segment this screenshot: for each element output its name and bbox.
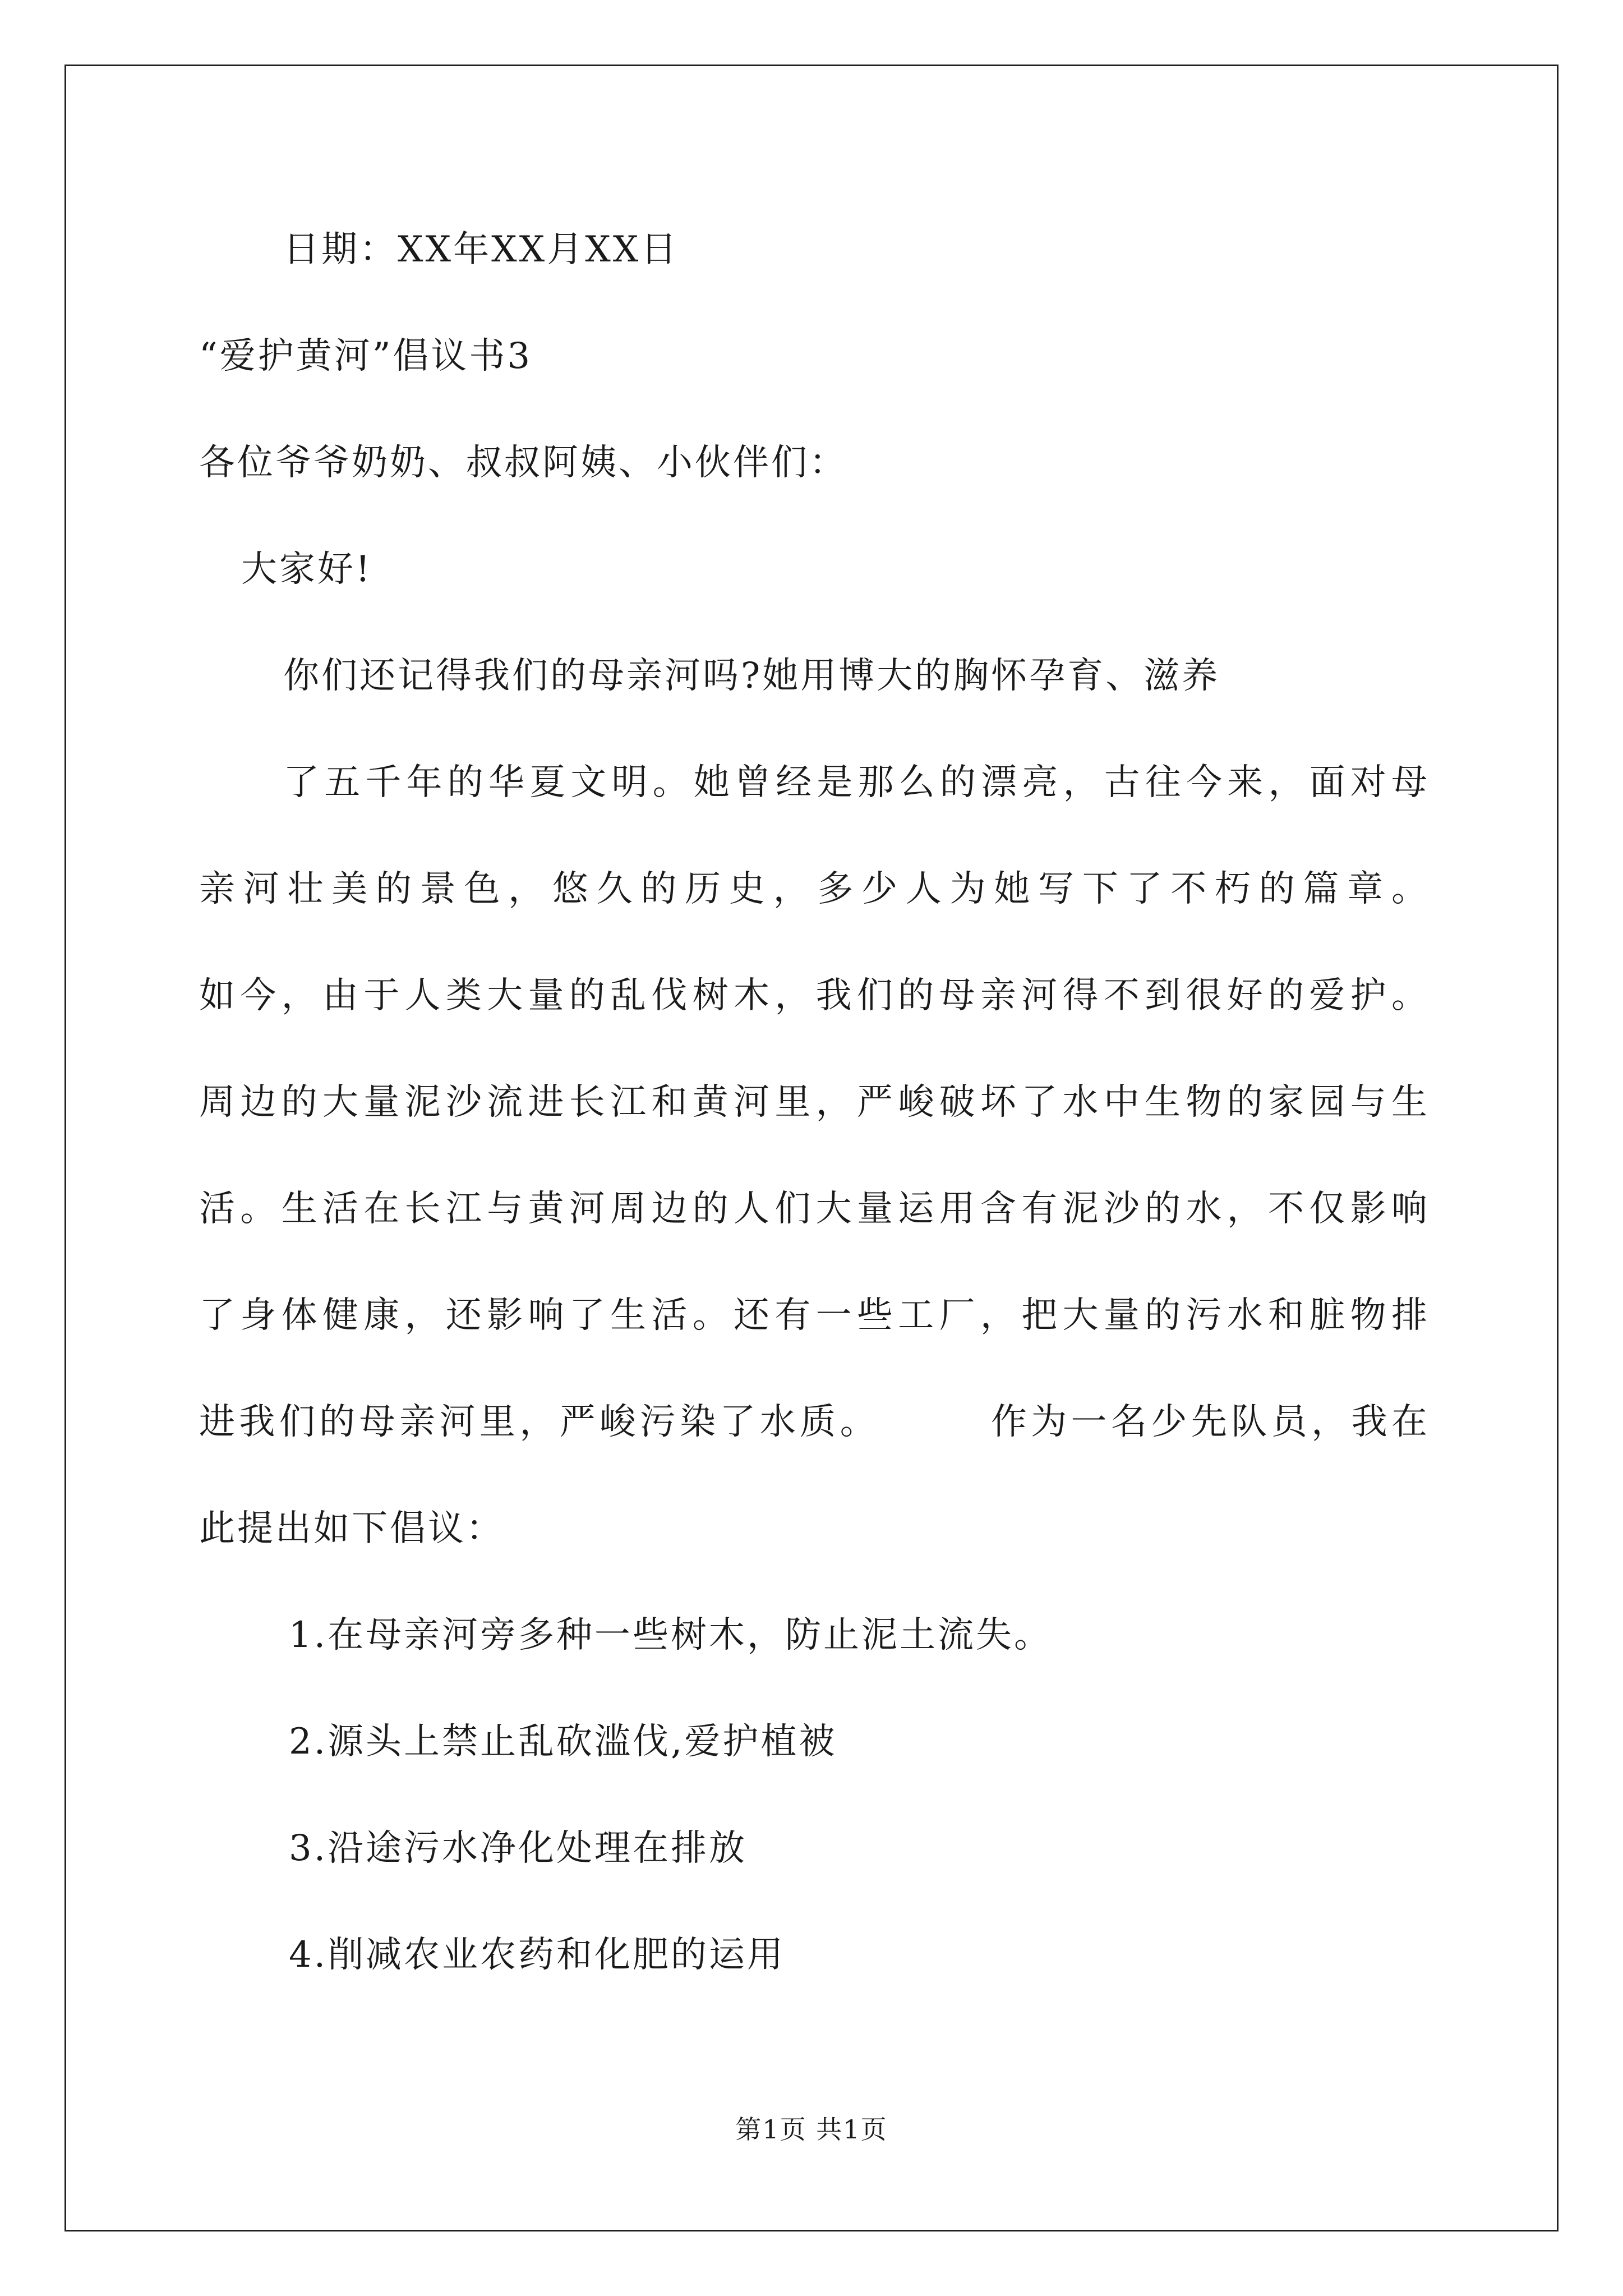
proposal-item: 1.在母亲河旁多种一些树木，防止泥土流失。 — [289, 1614, 1053, 1656]
body-line: 了五千年的华夏文明。她曾经是那么的漂亮，古往今来，面对母 — [283, 762, 1427, 803]
date-line: 日期：XX年XX月XX日 — [283, 229, 679, 270]
greeting: 大家好! — [241, 549, 372, 590]
body-line: 如今，由于人类大量的乱伐树木，我们的母亲河得不到很好的爱护。 — [199, 975, 1427, 1016]
proposal-item: 3.沿途污水净化处理在排放 — [289, 1828, 748, 1869]
body-line: 活。生活在长江与黄河周边的人们大量运用含有泥沙的水，不仅影响 — [199, 1188, 1427, 1230]
salutation: 各位爷爷奶奶、叔叔阿姨、小伙伴们： — [199, 442, 847, 484]
body-line: 进我们的母亲河里，严峻污染了水质。 作为一名少先队员，我在 — [199, 1401, 1427, 1443]
body-line: 周边的大量泥沙流进长江和黄河里，严峻破坏了水中生物的家园与生 — [199, 1082, 1427, 1123]
page-footer: 第1页 共1页 — [735, 2114, 888, 2145]
body-line: 亲河壮美的景色，悠久的历史，多少人为她写下了不朽的篇章。 — [199, 868, 1427, 910]
body-line: 你们还记得我们的母亲河吗?她用博大的胸怀孕育、滋养 — [283, 655, 1220, 697]
proposal-item: 4.削减农业农药和化肥的运用 — [289, 1934, 786, 1976]
document-title: “爱护黄河”倡议书3 — [199, 335, 533, 377]
body-line: 了身体健康，还影响了生活。还有一些工厂，把大量的污水和脏物排 — [199, 1295, 1427, 1336]
page-border — [64, 65, 1559, 2231]
proposal-item: 2.源头上禁止乱砍滥伐,爱护植被 — [289, 1721, 837, 1763]
body-line: 此提出如下倡议： — [199, 1508, 504, 1549]
